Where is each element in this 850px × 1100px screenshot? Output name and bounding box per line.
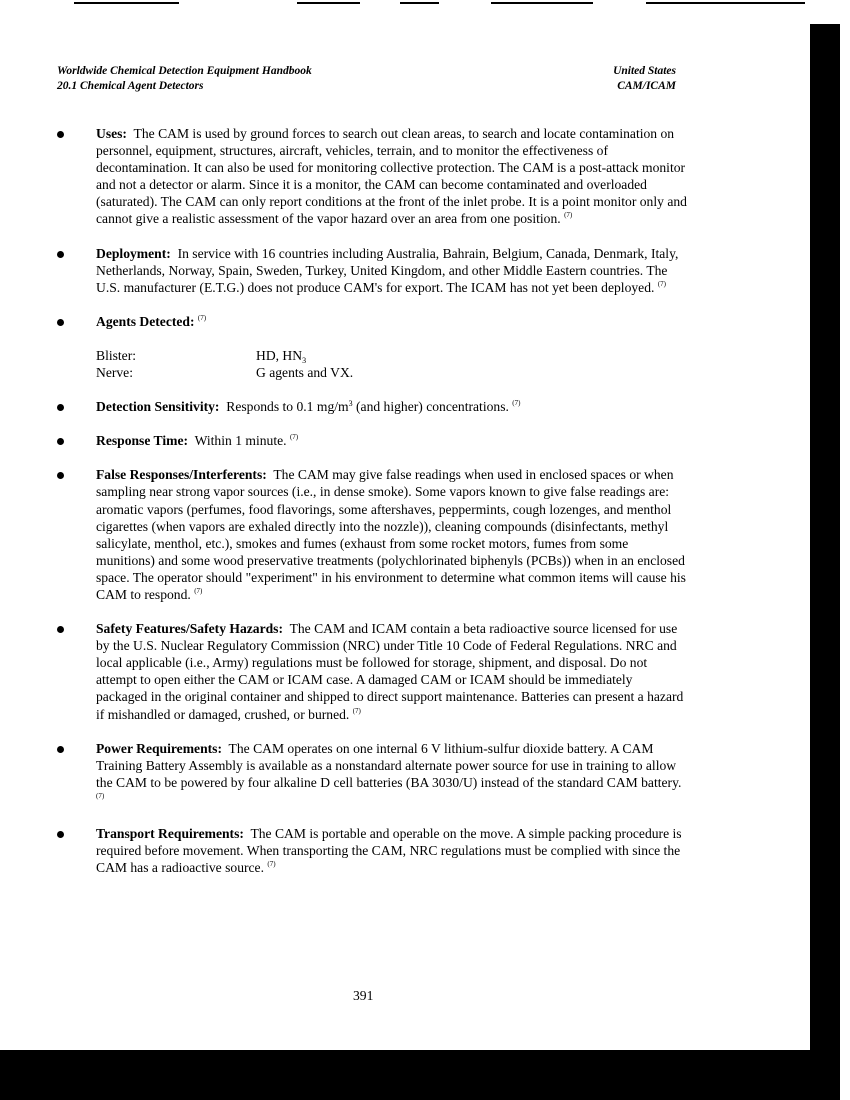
item-text: The CAM may give false readings when used in enclosed spaces or when sampling near strong vapor sources (i.e., in dense smoke). Some vapors known to give false readings are: aromatic vapors (perfumes, food flavorings, some aftershaves, peppermints, cough lozenges, and menthol cigarettes (when vapors are exhaled directly into the nozzle)), cleaning compounds (disinfectants, methyl salicylate, menthol, etc.), smokes and fumes (exhaust from some rocket motors, fumes from some munitions) and some wood preservative treatments (polychlorinated biphenyls (PCBs)) when in an enclosed space. The operator should "experiment" in his environment to determine what common items will cause his CAM to respond.	[96, 467, 686, 602]
item-text: The CAM is portable and operable on the move. A simple packing procedure is required before movement. When transporting the CAM, NRC regulations must be complied with since the CAM has a radioactive source.	[96, 826, 682, 876]
list-item-false-responses	[57, 466, 687, 603]
reference-marker: (7)	[96, 791, 105, 800]
subscript: 3	[302, 355, 307, 365]
page-number: 391	[353, 988, 374, 1003]
superscript: 3	[348, 399, 353, 409]
running-header-left	[57, 64, 312, 94]
reference-marker: (7)	[352, 706, 361, 715]
scan-edge-line	[491, 2, 593, 4]
item-text: The CAM is used by ground forces to search out clean areas, to search and locate contamination on personnel, equipment, structures, aircraft, vehicles, terrain, and to monitor the effectiveness of decontamination. It can also be used for monitoring collective protection. The CAM is a post-attack monitor and not a detector or alarm. Since it is a monitor, the CAM can become contaminated and overloaded (saturated). The CAM can only report conditions at the front of the inlet probe. It is a point monitor only and cannot give a realistic assessment of the vapor hazard over an area from one position.	[96, 126, 687, 227]
list-item-response-time	[57, 432, 687, 449]
item-text-before: Responds to 0.1 mg/m	[226, 399, 349, 415]
item-text: Within 1 minute.	[194, 433, 287, 449]
device-label: CAM/ICAM	[617, 80, 676, 92]
scan-bottom-border	[0, 1050, 840, 1100]
bullet-icon	[57, 131, 64, 138]
list-item-uses	[57, 125, 687, 228]
scan-edge-line	[400, 2, 439, 4]
country-label: United States	[613, 65, 676, 77]
item-label: Transport Requirements:	[96, 826, 244, 841]
item-label: Response Time:	[96, 433, 189, 449]
scan-right-border	[810, 24, 840, 1100]
section-title: 20.1 Chemical Agent Detectors	[57, 80, 204, 92]
item-label: Uses:	[96, 126, 127, 141]
list-item-safety	[57, 620, 687, 723]
handbook-title: Worldwide Chemical Detection Equipment Handbook	[57, 65, 312, 77]
bullet-icon	[57, 319, 64, 326]
list-item-transport	[57, 825, 687, 876]
bullet-icon	[57, 831, 64, 838]
scan-edge-line	[297, 2, 360, 4]
list-item-power	[57, 740, 687, 808]
item-label: Agents Detected:	[96, 313, 195, 329]
bullet-icon	[57, 472, 64, 479]
item-text: In service with 16 countries including Australia, Bahrain, Belgium, Canada, Denmark, Italy, Netherlands, Norway, Spain, Sweden, Turkey, United Kingdom, and other Middle Eastern countries. The U.S. manufacturer (E.T.G.) does not produce CAM's for export. The ICAM has not yet been deployed.	[96, 245, 679, 295]
agent-row-blister	[96, 347, 687, 364]
bullet-icon	[57, 404, 64, 411]
reference-marker: (7)	[657, 279, 666, 288]
bullet-icon	[57, 251, 64, 258]
reference-marker: (7)	[194, 586, 203, 595]
reference-marker: (7)	[289, 433, 299, 442]
list-item-agents-detected	[57, 313, 687, 381]
item-text-after: (and higher) concentrations.	[352, 399, 509, 415]
reference-marker: (7)	[197, 313, 207, 322]
item-text: The CAM operates on one internal 6 V lithium-sulfur dioxide battery. A CAM Training Battery Assembly is available as a nonstandard alternate power source for use in training to allow the CAM to be powered by four alkaline D cell batteries (BA 3030/U) instead of the standard CAM battery.	[96, 740, 682, 790]
item-label: Deployment:	[96, 245, 171, 261]
list-item-deployment	[57, 245, 687, 296]
item-label: Power Requirements:	[96, 740, 222, 756]
item-label: False Responses/Interferents:	[96, 467, 267, 483]
scan-edge-line	[646, 2, 805, 4]
reference-marker: (7)	[564, 211, 573, 220]
item-label: Detection Sensitivity:	[96, 399, 220, 415]
agent-value: G agents and VX.	[256, 365, 354, 381]
agent-type: Nerve:	[96, 365, 133, 381]
agent-value-text: HD, HN	[256, 347, 303, 363]
bullet-icon	[57, 746, 64, 753]
item-text: The CAM and ICAM contain a beta radioactive source licensed for use by the U.S. Nuclear Regulatory Commission (NRC) under Title 10 Code of Federal Regulations. NRC and local applicable (i.e., Army) regulations must be followed for storage, shipment, and disposal. Do not attempt to open either the CAM or ICAM case. A damaged CAM or ICAM should be immediately packaged in the original container and shipped to direct support maintenance. Batteries can present a hazard if mishandled or damaged, crushed, or burned.	[96, 621, 684, 722]
agent-row-nerve	[96, 364, 687, 381]
agent-type: Blister:	[96, 347, 137, 363]
reference-marker: (7)	[512, 399, 521, 408]
list-item-detection-sensitivity	[57, 398, 687, 415]
scan-edge-line	[74, 2, 179, 4]
reference-marker: (7)	[267, 860, 276, 869]
item-label: Safety Features/Safety Hazards:	[96, 621, 284, 637]
running-header-right	[560, 64, 676, 94]
agents-table	[96, 347, 687, 381]
agent-value	[256, 347, 306, 364]
bullet-list	[57, 125, 687, 893]
bullet-icon	[57, 626, 64, 633]
bullet-icon	[57, 438, 64, 445]
